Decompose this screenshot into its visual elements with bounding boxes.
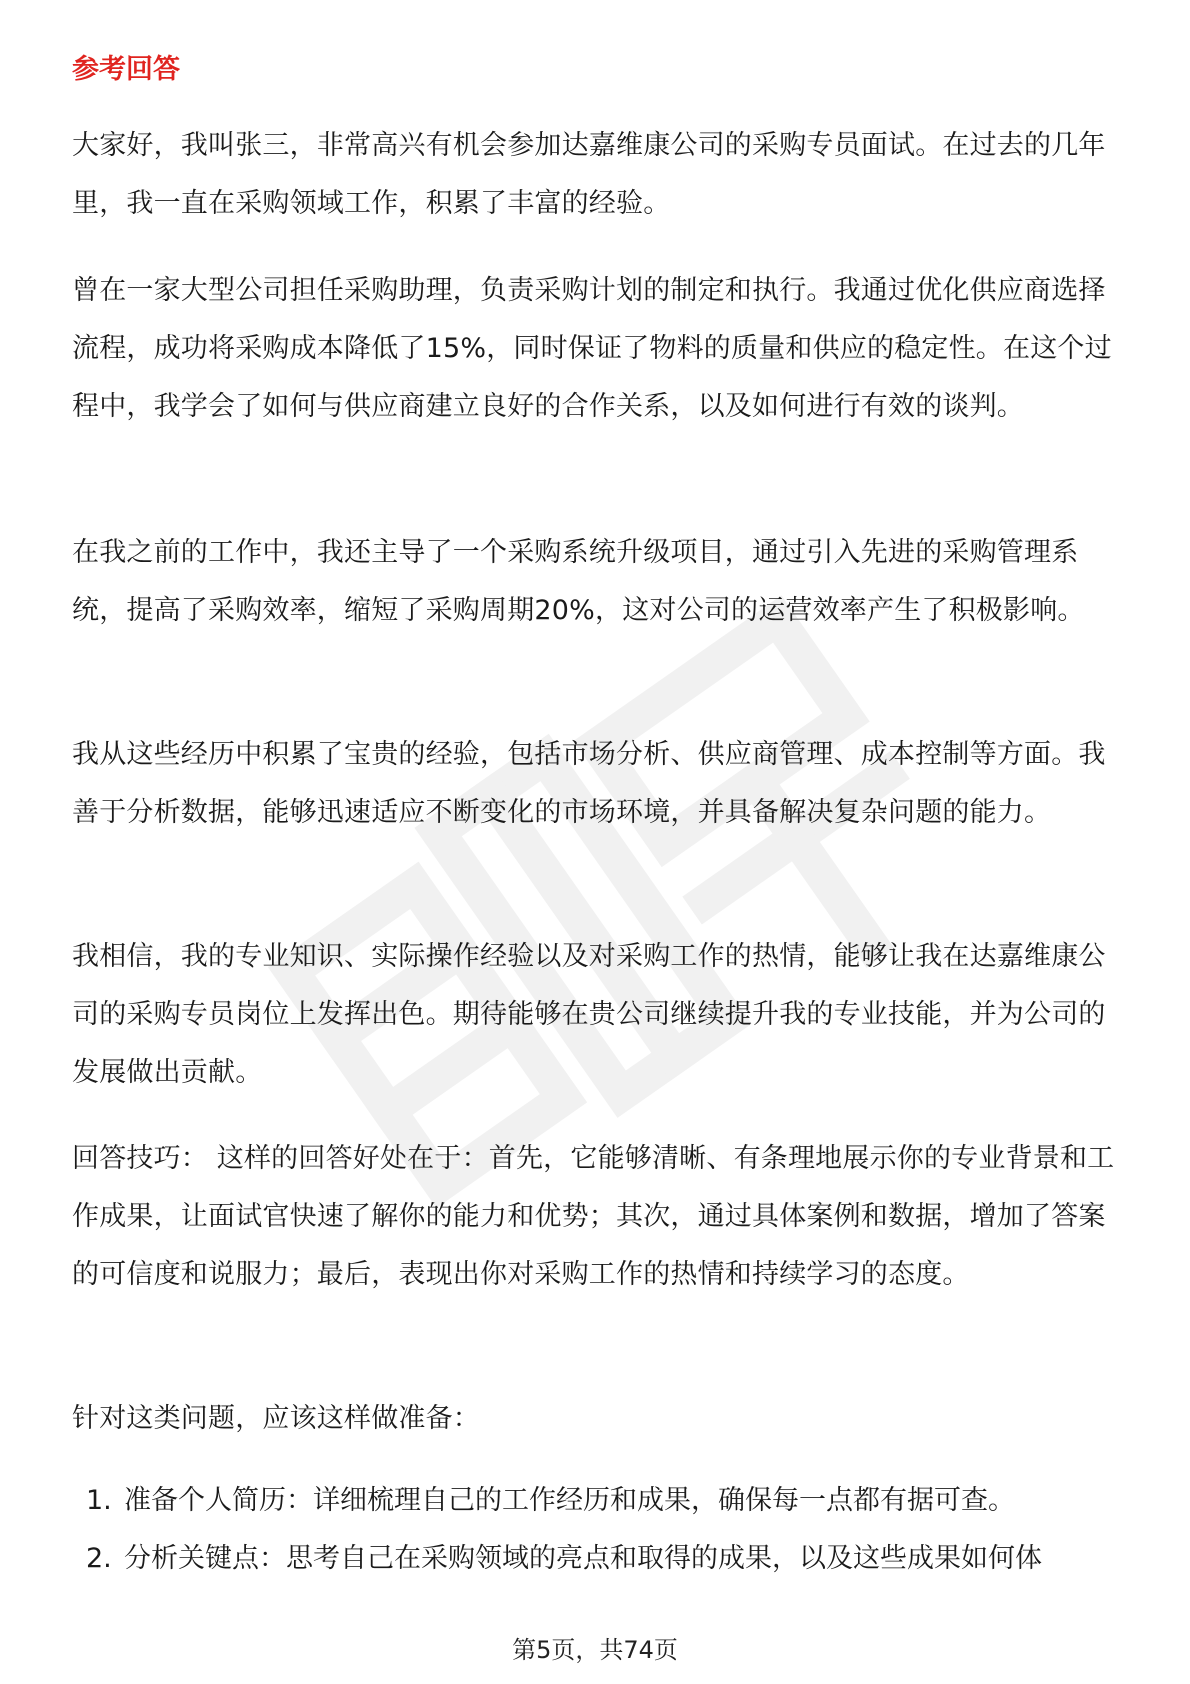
list-item-number: 2. xyxy=(86,1543,112,1574)
page-number-footer: 第5页，共74页 xyxy=(512,1636,678,1664)
list-item-number: 1. xyxy=(86,1485,112,1516)
paragraph-project: 在我之前的工作中，我还主导了一个采购系统升级项目，通过引入先进的采购管理系统，提高了采购效率，缩短了采购周期20%，这对公司的运营效率产生了积极影响。 xyxy=(72,537,1085,626)
list-item-text: 准备个人简历：详细梳理自己的工作经历和成果，确保每一点都有据可查。 xyxy=(124,1485,1015,1516)
list-item-text: 分析关键点：思考自己在采购领域的亮点和取得的成果，以及这些成果如何体 xyxy=(124,1543,1042,1574)
list-item xyxy=(72,1530,1122,1588)
paragraph-preparation-intro: 针对这类问题，应该这样做准备： xyxy=(72,1403,480,1434)
paragraph-closing: 我相信，我的专业知识、实际操作经验以及对采购工作的热情，能够让我在达嘉维康公司的采购专员岗位上发挥出色。期待能够在贵公司继续提升我的专业技能，并为公司的发展做出贡献。 xyxy=(72,941,1106,1088)
paragraph-experience: 曾在一家大型公司担任采购助理，负责采购计划的制定和执行。我通过优化供应商选择流程，成功将采购成本降低了15%，同时保证了物料的质量和供应的稳定性。在这个过程中，我学会了如何与供应商建立良好的合作关系，以及如何进行有效的谈判。 xyxy=(72,275,1112,422)
paragraph-intro: 大家好，我叫张三，非常高兴有机会参加达嘉维康公司的采购专员面试。在过去的几年里，我一直在采购领域工作，积累了丰富的经验。 xyxy=(72,130,1106,219)
list-item xyxy=(72,1472,1122,1530)
page-heading: 参考回答 xyxy=(72,54,180,85)
preparation-list xyxy=(72,1472,1122,1588)
paragraph-skills: 我从这些经历中积累了宝贵的经验，包括市场分析、供应商管理、成本控制等方面。我善于分析数据，能够迅速适应不断变化的市场环境，并具备解决复杂问题的能力。 xyxy=(72,739,1106,828)
paragraph-tips: 回答技巧： 这样的回答好处在于：首先，它能够清晰、有条理地展示你的专业背景和工作成果，让面试官快速了解你的能力和优势；其次，通过具体案例和数据，增加了答案的可信度和说服力；最后，表现出你对采购工作的热情和持续学习的态度。 xyxy=(72,1143,1115,1290)
